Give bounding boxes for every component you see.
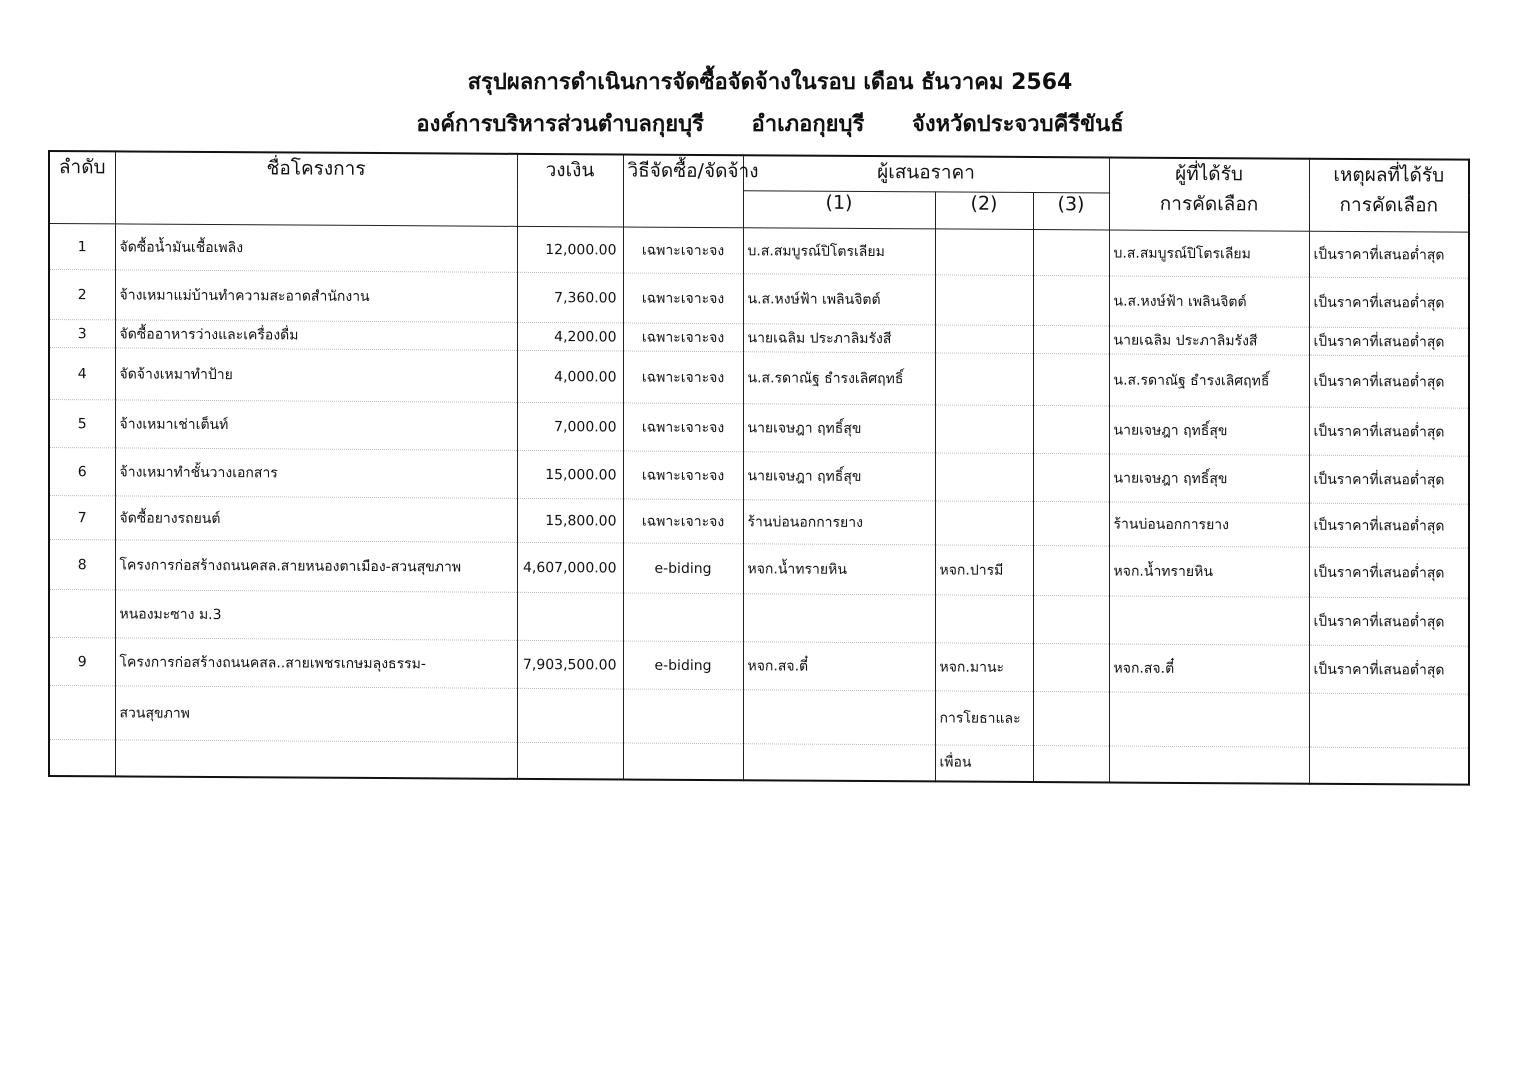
- cell-reason: เป็นราคาที่เสนอต่ำสุด: [1309, 231, 1469, 278]
- cell-reason: [1309, 693, 1469, 748]
- cell-budget: 15,000.00: [517, 450, 623, 499]
- cell-project: จ้างเหมาแม่บ้านทำความสะอาดสำนักงาน: [115, 270, 517, 322]
- cell-bidder-1: หจก.สจ.ตี๋: [743, 642, 935, 691]
- col-header-winner-line1: ผู้ที่ได้รับ: [1175, 162, 1243, 186]
- cell-reason: เป็นราคาที่เสนอต่ำสุด: [1309, 327, 1469, 356]
- cell-method: เฉพาะเจาะจง: [623, 273, 743, 324]
- cell-no: [49, 590, 115, 638]
- cell-method: เฉพาะเจาะจง: [623, 403, 743, 452]
- cell-no: [49, 686, 115, 740]
- cell-winner: น.ส.หงษ์ฟ้า เพลินจิตต์: [1109, 276, 1309, 327]
- col-header-reason: [1309, 159, 1469, 232]
- col-header-project: ชื่อโครงการ: [115, 151, 517, 226]
- col-header-bidder-2: (2): [935, 192, 1033, 230]
- cell-bidder-2: [935, 405, 1033, 454]
- table-row: [49, 348, 1469, 409]
- cell-no: 7: [49, 496, 115, 540]
- cell-winner: [1109, 596, 1309, 645]
- cell-bidder-2: [935, 229, 1033, 276]
- cell-method: [623, 743, 743, 780]
- cell-no: [49, 740, 115, 776]
- cell-no: 9: [49, 638, 115, 686]
- cell-bidder-1: [743, 744, 935, 781]
- cell-bidder-3: [1033, 406, 1109, 454]
- cell-bidder-2: การโยธาและ: [935, 691, 1033, 746]
- cell-reason: เป็นราคาที่เสนอต่ำสุด: [1309, 597, 1469, 646]
- cell-budget: 4,000.00: [517, 350, 623, 403]
- cell-bidder-1: น.ส.หงษ์ฟ้า เพลินจิตต์: [743, 274, 935, 325]
- cell-method: เฉพาะเจาะจง: [623, 351, 743, 404]
- cell-no: 3: [49, 320, 115, 348]
- cell-reason: เป็นราคาที่เสนอต่ำสุด: [1309, 277, 1469, 328]
- cell-winner: นายเจษฎา ฤทธิ์สุข: [1109, 406, 1309, 455]
- table-row: [49, 448, 1469, 505]
- cell-bidder-1: นายเฉลิม ประภาลิมรังสี: [743, 324, 935, 353]
- cell-bidder-2: [935, 353, 1033, 406]
- col-header-reason-line1: เหตุผลที่ได้รับ: [1333, 163, 1445, 187]
- cell-budget: 4,607,000.00: [517, 542, 623, 593]
- cell-winner: นายเฉลิม ประภาลิมรังสี: [1109, 326, 1309, 355]
- cell-no: 8: [49, 540, 115, 590]
- cell-project: จัดจ้างเหมาทำป้าย: [115, 348, 517, 402]
- cell-no: 4: [49, 348, 115, 400]
- cell-method: เฉพาะเจาะจง: [623, 227, 743, 274]
- cell-reason: เป็นราคาที่เสนอต่ำสุด: [1309, 355, 1469, 408]
- cell-no: 6: [49, 448, 115, 496]
- cell-budget: 12,000.00: [517, 226, 623, 273]
- col-header-budget: วงเงิน: [517, 154, 623, 227]
- cell-winner: ร้านบ่อนอกการยาง: [1109, 502, 1309, 547]
- cell-bidder-2: หจก.ปารมี: [935, 545, 1033, 596]
- cell-bidder-3: [1033, 692, 1109, 746]
- cell-reason: เป็นราคาที่เสนอต่ำสุด: [1309, 503, 1469, 548]
- table-row: [49, 740, 1469, 785]
- procurement-table: [48, 150, 1470, 785]
- cell-budget: 7,360.00: [517, 272, 623, 323]
- cell-bidder-3: [1033, 454, 1109, 502]
- cell-method: e-biding: [623, 543, 743, 594]
- cell-budget: 4,200.00: [517, 322, 623, 351]
- cell-bidder-2: [935, 325, 1033, 354]
- cell-bidder-3: [1033, 644, 1109, 692]
- table-row: [49, 590, 1469, 647]
- organization-name: องค์การบริหารส่วนตำบลกุยบุรี: [416, 112, 704, 137]
- col-header-bidders: ผู้เสนอราคา: [743, 155, 1109, 193]
- col-header-no: ลำดับ: [49, 151, 115, 224]
- cell-method: เฉพาะเจาะจง: [623, 323, 743, 352]
- cell-no: 1: [49, 224, 115, 270]
- cell-budget: 15,800.00: [517, 498, 623, 543]
- cell-winner: [1109, 746, 1309, 783]
- cell-method: [623, 593, 743, 642]
- document-subtitle: [0, 106, 1540, 141]
- province-name: จังหวัดประจวบคีรีขันธ์: [912, 112, 1124, 137]
- cell-winner: นายเจษฎา ฤทธิ์สุข: [1109, 454, 1309, 503]
- cell-bidder-2: เพื่อน: [935, 745, 1033, 782]
- cell-bidder-3: [1033, 502, 1109, 546]
- cell-bidder-1: [743, 690, 935, 745]
- cell-reason: เป็นราคาที่เสนอต่ำสุด: [1309, 455, 1469, 504]
- col-header-reason-line2: การคัดเลือก: [1339, 193, 1438, 217]
- cell-project: โครงการก่อสร้างถนนคสล..สายเพชรเกษมลุงธรรม-: [115, 638, 517, 688]
- cell-bidder-1: หจก.น้ำทรายหิน: [743, 544, 935, 595]
- cell-winner: หจก.น้ำทรายหิน: [1109, 546, 1309, 597]
- cell-project: จ้างเหมาทำชั้นวางเอกสาร: [115, 448, 517, 498]
- cell-bidder-1: นายเจษฎา ฤทธิ์สุข: [743, 404, 935, 453]
- cell-winner: น.ส.รดาณัฐ ธำรงเลิศฤทธิ์: [1109, 354, 1309, 407]
- col-header-winner: [1109, 157, 1309, 231]
- cell-bidder-3: [1033, 276, 1109, 326]
- table-row: [49, 540, 1469, 599]
- cell-bidder-3: [1033, 230, 1109, 276]
- cell-project: จ้างเหมาเช่าเต็นท์: [115, 400, 517, 450]
- cell-reason: เป็นราคาที่เสนอต่ำสุด: [1309, 547, 1469, 598]
- cell-bidder-3: [1033, 354, 1109, 406]
- cell-bidder-3: [1033, 746, 1109, 782]
- cell-bidder-1: บ.ส.สมบูรณ์ปิโตรเลียม: [743, 228, 935, 275]
- cell-project: สวนสุขภาพ: [115, 686, 517, 742]
- cell-bidder-1: น.ส.รดาณัฐ ธำรงเลิศฤทธิ์: [743, 352, 935, 405]
- cell-bidder-2: [935, 595, 1033, 644]
- col-header-bidder-3: (3): [1033, 193, 1109, 230]
- cell-bidder-2: [935, 275, 1033, 326]
- col-header-bidder-1: (1): [743, 191, 935, 229]
- table-body: [49, 224, 1469, 785]
- cell-budget: [517, 688, 623, 743]
- cell-winner: หจก.สจ.ตี๋: [1109, 644, 1309, 693]
- cell-budget: [517, 742, 623, 779]
- cell-reason: เป็นราคาที่เสนอต่ำสุด: [1309, 645, 1469, 694]
- document-title: สรุปผลการดำเนินการจัดซื้อจัดจ้างในรอบ เดือน ธันวาคม 2564: [467, 70, 1073, 95]
- cell-project: โครงการก่อสร้างถนนคสล.สายหนองตาเมือง-สวนสุขภาพ: [115, 540, 517, 592]
- cell-method: [623, 689, 743, 744]
- table-row: [49, 638, 1469, 695]
- cell-bidder-2: [935, 453, 1033, 502]
- cell-bidder-1: [743, 594, 935, 643]
- cell-project: จัดซื้อยางรถยนต์: [115, 496, 517, 542]
- cell-bidder-2: [935, 501, 1033, 546]
- cell-bidder-3: [1033, 326, 1109, 354]
- district-name: อำเภอกุยบุรี: [751, 112, 865, 137]
- cell-winner: [1109, 692, 1309, 747]
- procurement-table-sheet: [48, 150, 1468, 799]
- cell-winner: บ.ส.สมบูรณ์ปิโตรเลียม: [1109, 230, 1309, 277]
- table-row: [49, 270, 1469, 329]
- cell-project: [115, 740, 517, 778]
- cell-budget: 7,903,500.00: [517, 640, 623, 689]
- cell-budget: [517, 592, 623, 641]
- cell-no: 2: [49, 270, 115, 320]
- cell-bidder-1: นายเจษฎา ฤทธิ์สุข: [743, 452, 935, 501]
- cell-bidder-1: ร้านบ่อนอกการยาง: [743, 500, 935, 545]
- cell-method: เฉพาะเจาะจง: [623, 451, 743, 500]
- cell-bidder-3: [1033, 546, 1109, 596]
- cell-budget: 7,000.00: [517, 402, 623, 451]
- cell-project: จัดซื้ออาหารว่างและเครื่องดื่ม: [115, 320, 517, 350]
- cell-no: 5: [49, 400, 115, 448]
- cell-method: เฉพาะเจาะจง: [623, 499, 743, 544]
- cell-bidder-3: [1033, 596, 1109, 644]
- col-header-method: วิธีจัดซื้อ/จัดจ้าง: [623, 155, 743, 228]
- cell-method: e-biding: [623, 641, 743, 690]
- cell-reason: เป็นราคาที่เสนอต่ำสุด: [1309, 407, 1469, 456]
- col-header-winner-line2: การคัดเลือก: [1159, 192, 1259, 216]
- table-row: [49, 400, 1469, 457]
- cell-project: หนองมะซาง ม.3: [115, 590, 517, 640]
- cell-bidder-2: หจก.มานะ: [935, 643, 1033, 692]
- cell-project: จัดซื้อน้ำมันเชื้อเพลิง: [115, 224, 517, 272]
- table-row: [49, 686, 1469, 749]
- cell-reason: [1309, 747, 1469, 784]
